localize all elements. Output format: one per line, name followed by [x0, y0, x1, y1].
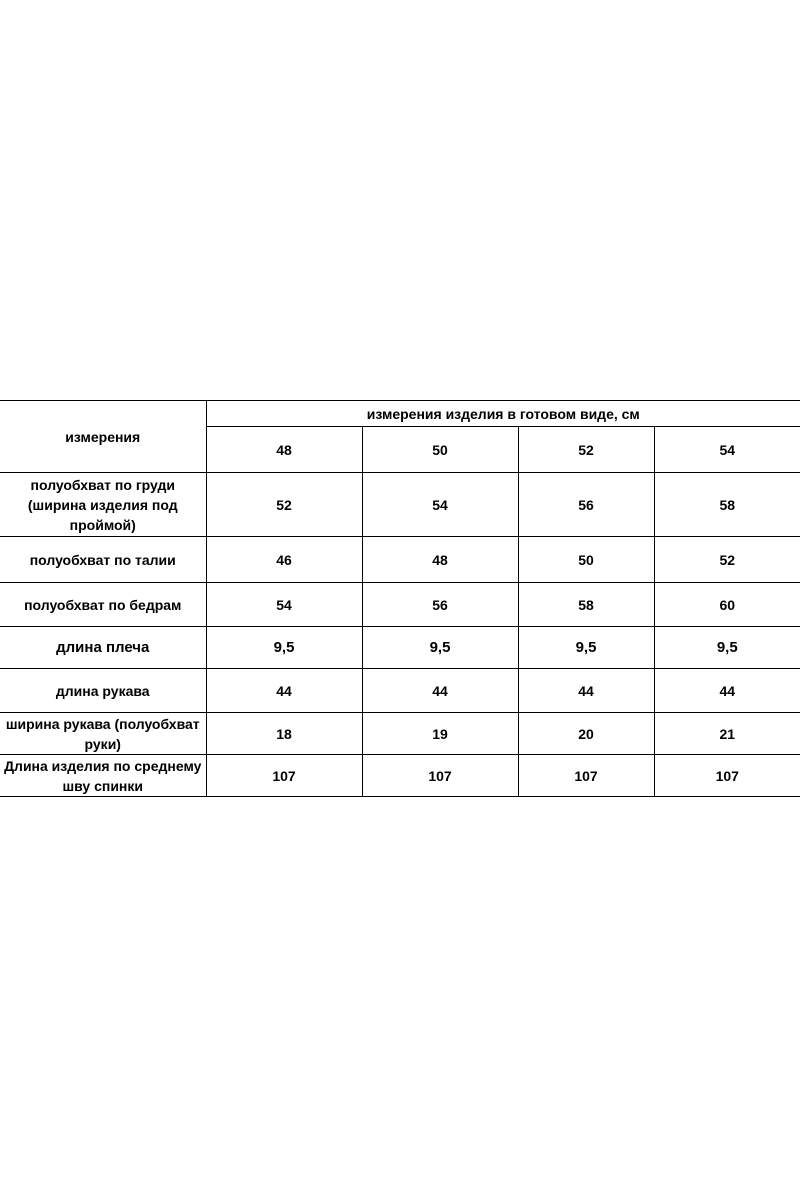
size-header: 48 — [206, 427, 362, 473]
table-cell: 52 — [206, 473, 362, 537]
table-cell: 9,5 — [206, 627, 362, 669]
table-cell: 44 — [518, 669, 654, 713]
row-label: Длина изделия по среднему шву спинки — [0, 755, 206, 797]
table-cell: 58 — [654, 473, 800, 537]
table-cell: 20 — [518, 713, 654, 755]
table-cell: 54 — [362, 473, 518, 537]
table-row — [0, 669, 800, 713]
table-cell: 44 — [654, 669, 800, 713]
row-label: ширина рукава (полуобхват руки) — [0, 713, 206, 755]
table-cell: 44 — [362, 669, 518, 713]
corner-label: измерения — [0, 401, 206, 473]
row-label: длина плеча — [0, 627, 206, 669]
table-cell: 58 — [518, 583, 654, 627]
table-cell: 9,5 — [654, 627, 800, 669]
row-label: длина рукава — [0, 669, 206, 713]
table-caption: измерения изделия в готовом виде, см — [206, 401, 800, 427]
table-cell: 107 — [654, 755, 800, 797]
table-cell: 54 — [206, 583, 362, 627]
table-row — [0, 537, 800, 583]
row-label: полуобхват по бедрам — [0, 583, 206, 627]
table-cell: 107 — [206, 755, 362, 797]
size-header: 54 — [654, 427, 800, 473]
table-cell: 18 — [206, 713, 362, 755]
table-cell: 19 — [362, 713, 518, 755]
table-cell: 44 — [206, 669, 362, 713]
table-cell: 107 — [518, 755, 654, 797]
header-row — [0, 401, 800, 427]
table-cell: 107 — [362, 755, 518, 797]
row-label: полуобхват по груди (ширина изделия под проймой) — [0, 473, 206, 537]
table-cell: 46 — [206, 537, 362, 583]
size-header: 50 — [362, 427, 518, 473]
table-row — [0, 473, 800, 537]
table-row — [0, 755, 800, 797]
table-cell: 56 — [518, 473, 654, 537]
table-cell: 52 — [654, 537, 800, 583]
table-row — [0, 627, 800, 669]
table-row — [0, 713, 800, 755]
row-label: полуобхват по талии — [0, 537, 206, 583]
size-table — [0, 400, 800, 797]
table-row — [0, 583, 800, 627]
table-cell: 48 — [362, 537, 518, 583]
table-cell: 9,5 — [518, 627, 654, 669]
table-cell: 9,5 — [362, 627, 518, 669]
table-cell: 50 — [518, 537, 654, 583]
table-cell: 60 — [654, 583, 800, 627]
size-header: 52 — [518, 427, 654, 473]
table-cell: 21 — [654, 713, 800, 755]
table-cell: 56 — [362, 583, 518, 627]
